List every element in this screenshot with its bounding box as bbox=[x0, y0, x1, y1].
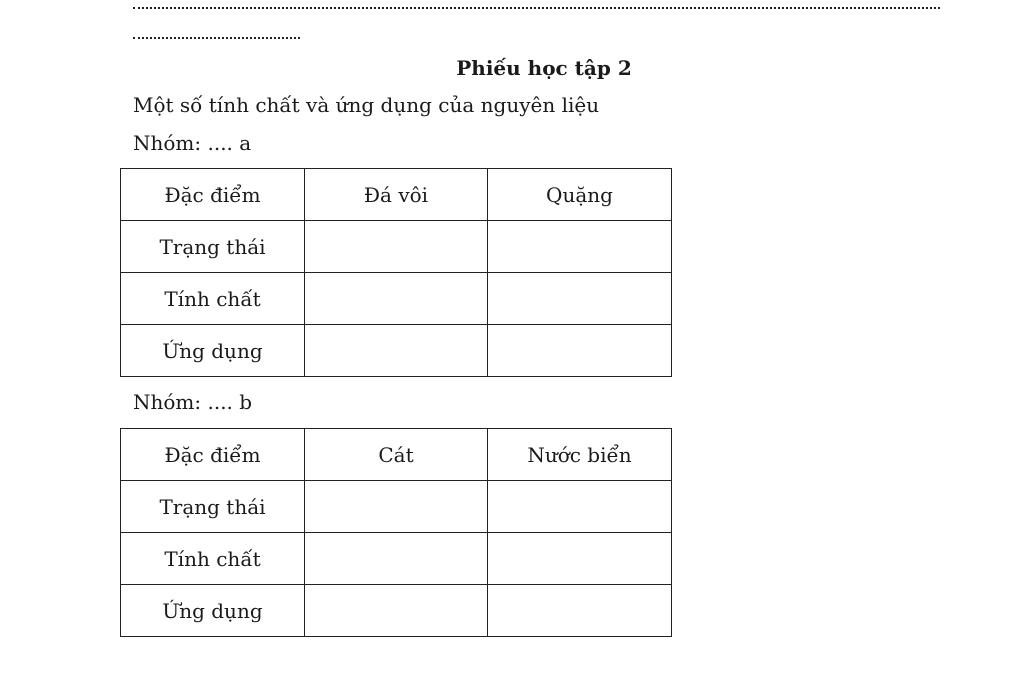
answer-cell[interactable] bbox=[488, 533, 672, 585]
feature-cell: Trạng thái bbox=[121, 481, 305, 533]
table-header-row bbox=[121, 429, 672, 481]
answer-cell[interactable] bbox=[488, 325, 672, 377]
answer-cell[interactable] bbox=[305, 585, 488, 637]
answer-cell[interactable] bbox=[488, 481, 672, 533]
answer-cell[interactable] bbox=[305, 533, 488, 585]
header-cell: Nước biển bbox=[488, 429, 672, 481]
group-a-label: Nhóm: .... a bbox=[133, 131, 252, 155]
header-cell: Đá vôi bbox=[305, 169, 488, 221]
group-a-table bbox=[120, 168, 672, 377]
header-cell: Đặc điểm bbox=[121, 429, 305, 481]
answer-cell[interactable] bbox=[305, 481, 488, 533]
header-cell: Quặng bbox=[488, 169, 672, 221]
group-b-label: Nhóm: .... b bbox=[133, 390, 253, 414]
answer-cell[interactable] bbox=[488, 221, 672, 273]
header-cell: Đặc điểm bbox=[121, 169, 305, 221]
feature-cell: Tính chất bbox=[121, 533, 305, 585]
dotted-answer-line bbox=[133, 37, 300, 39]
table-row bbox=[121, 273, 672, 325]
answer-cell[interactable] bbox=[305, 221, 488, 273]
feature-cell: Trạng thái bbox=[121, 221, 305, 273]
answer-cell[interactable] bbox=[305, 273, 488, 325]
answer-cell[interactable] bbox=[488, 273, 672, 325]
table-header-row bbox=[121, 169, 672, 221]
feature-cell: Tính chất bbox=[121, 273, 305, 325]
header-cell: Cát bbox=[305, 429, 488, 481]
feature-cell: Ứng dụng bbox=[121, 325, 305, 377]
answer-cell[interactable] bbox=[305, 325, 488, 377]
table-row bbox=[121, 221, 672, 273]
table-row bbox=[121, 585, 672, 637]
feature-cell: Ứng dụng bbox=[121, 585, 305, 637]
answer-cell[interactable] bbox=[488, 585, 672, 637]
table-row bbox=[121, 481, 672, 533]
table-row bbox=[121, 325, 672, 377]
table-row bbox=[121, 533, 672, 585]
group-b-table bbox=[120, 428, 672, 637]
worksheet-title: Phiếu học tập 2 bbox=[456, 56, 632, 80]
dotted-answer-line bbox=[133, 7, 940, 9]
worksheet-subtitle: Một số tính chất và ứng dụng của nguyên liệu bbox=[133, 93, 600, 117]
